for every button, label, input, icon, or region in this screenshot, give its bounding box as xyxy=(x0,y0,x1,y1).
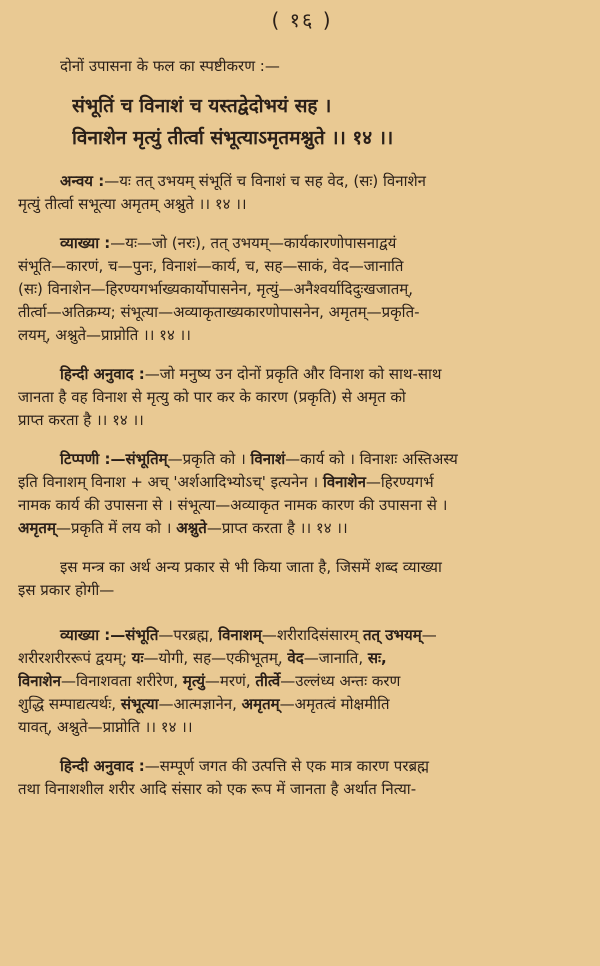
verse-line-2: विनाशेन मृत्युं तीर्त्वा संभूत्याऽमृतमश्नुते ।। १४ ।। xyxy=(72,127,394,149)
vyakhya-line-5: लयम्, अश्नुते—प्राप्नोति ।। १४ ।। xyxy=(18,326,191,344)
section-intro: दोनों उपासना के फल का स्पष्टीकरण :— xyxy=(60,57,280,75)
anvaya-paragraph xyxy=(18,170,586,216)
vyakhya-alt-label: व्याख्या : xyxy=(60,626,111,644)
hindi-alt-line-2: तथा विनाशशील शरीर आदि संसार को एक रूप में जानता है अर्थात नित्या- xyxy=(18,780,417,798)
page-number: ( १६ ) xyxy=(271,8,333,32)
hindi-anuvad-label: हिन्दी अनुवाद : xyxy=(60,365,145,383)
hindi-line-1: हिन्दी अनुवाद :—जो मनुष्य उन दोनों प्रकृति और विनाश को साथ-साथ xyxy=(60,365,442,383)
tippani-line-2: इति विनाशम् विनाश + अच् 'अर्शआदिभ्योऽच्' इत्यनेन । विनाशेन—हिरण्यगर्भ xyxy=(18,473,434,491)
mantra-note-line-2: इस प्रकार होगी— xyxy=(18,581,115,599)
anvaya-line-2: मृत्युं तीर्त्वा सभूत्या अमृतम् अश्नुते ।। १४ ।। xyxy=(18,195,247,213)
tippani-paragraph xyxy=(18,448,586,540)
mantra-note-paragraph xyxy=(18,556,586,602)
anvaya-label: अन्वय : xyxy=(60,172,105,190)
hindi-anuvad-alt-paragraph xyxy=(18,755,586,801)
vyakhya-alt-paragraph xyxy=(18,624,586,739)
vyakhya-alt-line-3: विनाशेन—विनाशवता शरीरेण, मृत्युं—मरणं, तीर्त्वे—उल्लंध्य अन्तः करण xyxy=(18,672,401,690)
vyakhya-alt-line-5: यावत्, अश्नुते—प्राप्नोति ।। १४ ।। xyxy=(18,718,193,736)
vyakhya-paragraph xyxy=(18,232,586,347)
vyakhya-alt-line-2: शरीरशरीररूपं द्वयम्; यः—योगी, सह—एकीभूतम्, वेद—जानाति, सः, xyxy=(18,649,387,667)
hindi-line-2: जानता है वह विनाश से मृत्यु को पार कर के कारण (प्रकृति) से अमृत को xyxy=(18,388,406,406)
tippani-line-3: नामक कार्य की उपासना से । संभूत्या—अव्याकृत नामक कारण की उपासना से । xyxy=(18,496,448,514)
vyakhya-line-4: तीर्त्वा—अतिक्रम्य; संभूत्या—अव्याकृताख्यकारणोपासनेन, अमृतम्—प्रकृति- xyxy=(18,303,420,321)
hindi-anuvad-paragraph xyxy=(18,363,586,432)
verse-block xyxy=(72,90,586,154)
vyakhya-line-1: व्याख्या :—यः—जो (नरः), तत् उभयम्—कार्यकारणोपासनाद्वयं xyxy=(60,234,397,252)
hindi-alt-line-1: हिन्दी अनुवाद :—सम्पूर्ण जगत की उत्पत्ति से एक मात्र कारण परब्रह्म xyxy=(60,757,430,775)
tippani-label: टिप्पणी : xyxy=(60,450,111,468)
hindi-anuvad-alt-label: हिन्दी अनुवाद : xyxy=(60,757,145,775)
hindi-line-3: प्राप्त करता है ।। १४ ।। xyxy=(18,411,144,429)
tippani-line-4: अमृतम्—प्रकृति में लय को । अश्नुते—प्राप्त करता है ।। १४ ।। xyxy=(18,519,348,537)
vyakhya-line-2: संभूति—कारणं, च—पुनः, विनाशं—कार्य, च, सह—साकं, वेद—जानाति xyxy=(18,257,404,275)
vyakhya-label: व्याख्या : xyxy=(60,234,111,252)
vyakhya-alt-line-4: शुद्धि सम्पाद्यत्यर्थः, संभूत्या—आत्मज्ञानेन, अमृतम्—अमृतत्वं मोक्षमीति xyxy=(18,695,390,713)
vyakhya-alt-line-1: व्याख्या :—संभूति—परब्रह्म, विनाशम्—शरीरादिसंसारम् तत् उभयम्— xyxy=(60,626,437,644)
vyakhya-line-3: (सः) विनाशेन—हिरण्यगर्भाख्यकार्योपासनेन, मृत्युं—अनैश्वर्यादिदुःखजातम्, xyxy=(18,280,414,298)
verse-line-1: संभूतिं च विनाशं च यस्तद्वेदोभयं सह । xyxy=(72,95,332,117)
mantra-note-line-1: इस मन्त्र का अर्थ अन्य प्रकार से भी किया जाता है, जिसमें शब्द व्याख्या xyxy=(60,558,442,576)
anvaya-line-1: अन्वय :—यः तत् उभयम् संभूतिं च विनाशं च सह वेद, (सः) विनाशेन xyxy=(60,172,426,190)
tippani-line-1: टिप्पणी :—संभूतिम्—प्रकृति को । विनाशं—कार्य को । विनाशः अस्तिअस्य xyxy=(60,450,458,468)
